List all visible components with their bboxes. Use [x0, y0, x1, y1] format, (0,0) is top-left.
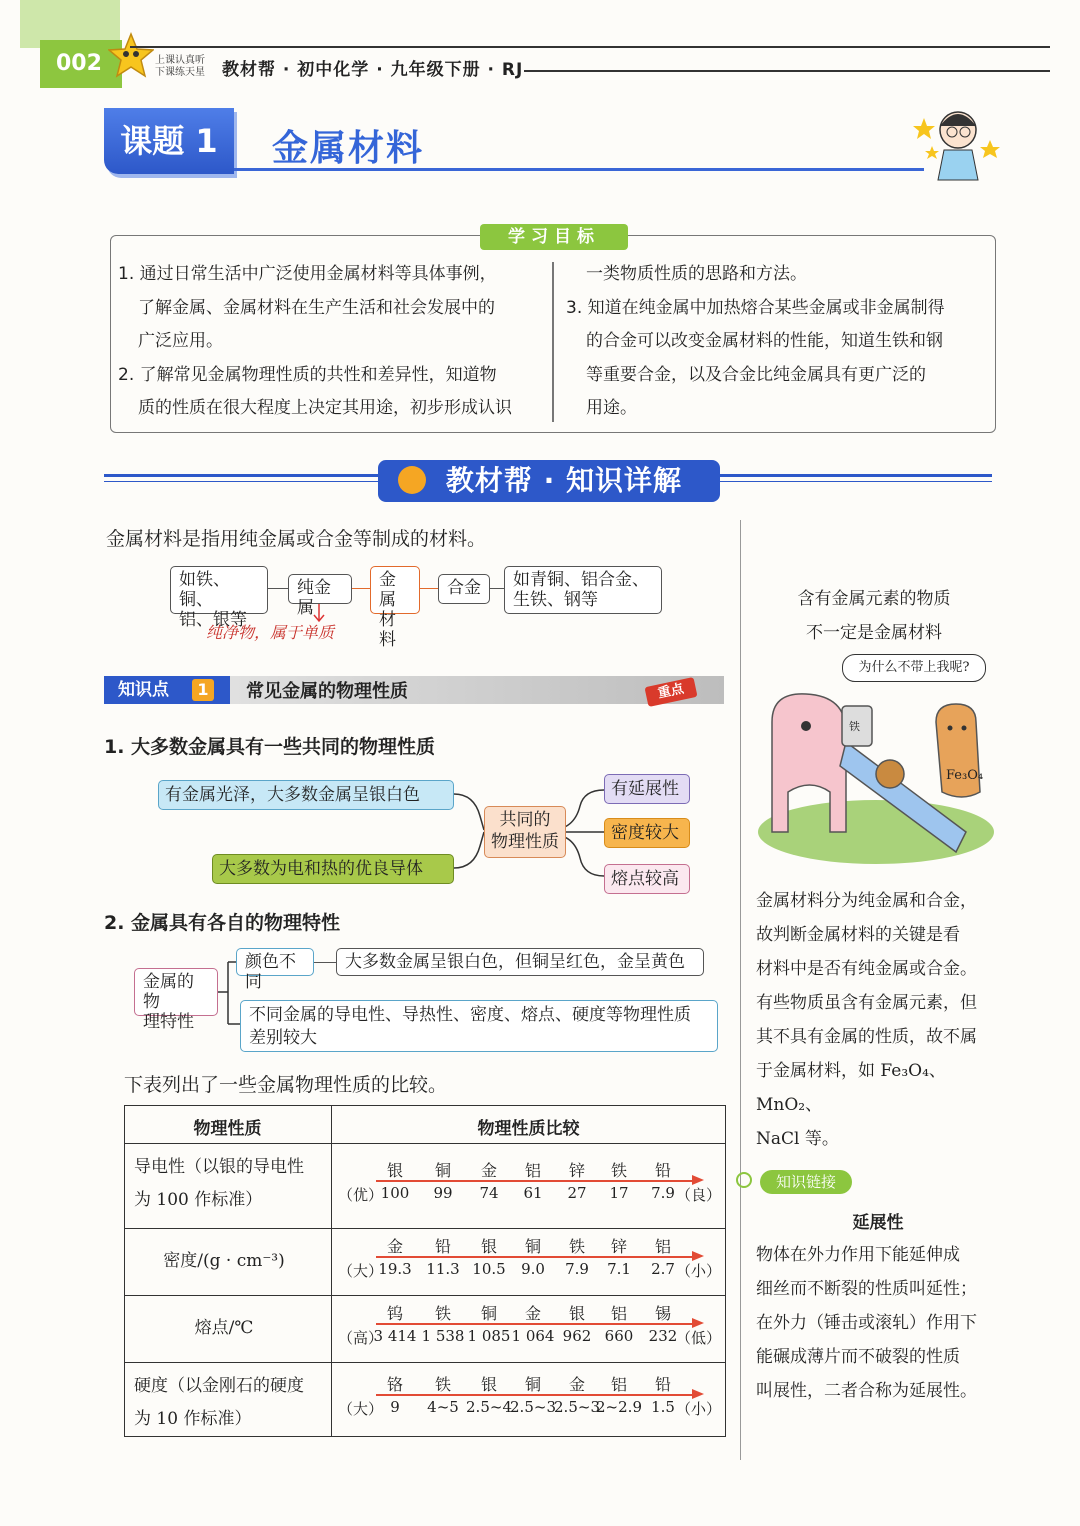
metal-material-line-2: 材料 — [379, 610, 396, 650]
fe3o4-label: Fe₃O₄ — [946, 768, 984, 783]
metal-name: 锌 — [610, 1236, 627, 1256]
metal-value: 10.5 — [472, 1259, 506, 1278]
specific-root-line-1: 金属的物 — [143, 972, 194, 1012]
handwritten-note: 纯净物，属于单质 — [206, 623, 335, 642]
pure-metal-examples-line-2: 铝、银等 — [179, 610, 247, 630]
metal-name: 银 — [568, 1303, 585, 1323]
objectives-label: 学习目标 — [480, 224, 628, 250]
branch-other-line-2: 差别较大 — [249, 1028, 317, 1048]
metal-value: 7.9 — [565, 1259, 589, 1278]
metal-name: 铜 — [434, 1160, 451, 1180]
knowledge-point-number: 1 — [192, 679, 214, 701]
table-rule — [124, 1295, 726, 1296]
knowledge-link-text — [756, 1238, 1000, 1408]
metal-name: 铬 — [386, 1374, 403, 1394]
alloy-examples-line-1: 如青铜、铝合金、 — [513, 570, 649, 590]
metal-name: 铝 — [654, 1236, 671, 1256]
sidebar-note-line: 金属材料分为纯金属和合金， — [756, 891, 977, 911]
connector — [352, 588, 370, 589]
table-header-property: 物理性质 — [193, 1119, 262, 1139]
table-row-label-line-1: 密度/(g · cm⁻³) — [163, 1250, 285, 1271]
sidebar-note-line: NaCl 等。 — [756, 1129, 839, 1149]
property-conductor: 大多数为电和热的优良导体 — [212, 854, 454, 884]
metal-name: 铜 — [524, 1236, 541, 1256]
sidebar-caption — [752, 582, 996, 650]
common-properties-line-1: 共同的 — [499, 810, 551, 830]
metal-value: 11.3 — [426, 1259, 460, 1278]
metal-material-box — [370, 566, 420, 650]
knowledge-point-tag: 知识点 — [104, 676, 230, 704]
metal-value: 2~2.9 — [596, 1397, 642, 1416]
order-arrow-line — [376, 1256, 692, 1258]
scale-start: （大） — [338, 1399, 384, 1418]
metal-name: 金 — [568, 1374, 585, 1394]
metal-value: 9.0 — [521, 1259, 545, 1278]
metal-name: 金 — [524, 1303, 541, 1323]
specific-root-line-2: 理特性 — [143, 1012, 194, 1032]
metal-value: 2.5~4 — [466, 1397, 512, 1416]
slogan-line-2: 下课练天星 — [155, 67, 205, 78]
sidebar-note — [756, 884, 1000, 1156]
star-mascot-icon — [108, 32, 154, 82]
table-rule — [124, 1362, 726, 1363]
metal-value: 2.5~3 — [554, 1397, 600, 1416]
metal-value: 1 064 — [511, 1326, 555, 1345]
banner-line-right — [720, 474, 992, 477]
intro-sentence: 金属材料是指用纯金属或合金等制成的材料。 — [106, 528, 487, 550]
sidebar-note-line: 故判断金属材料的关键是看 — [756, 925, 960, 945]
objective-line: 2. 了解常见金属物理性质的共性和差异性，知道物 — [118, 364, 497, 385]
connector — [314, 962, 336, 963]
metal-name: 钨 — [386, 1303, 403, 1323]
metal-value: 7.9 — [651, 1183, 675, 1202]
sidebar-note-line: 材料中是否有纯金属或合金。 — [756, 959, 977, 979]
table-rule — [124, 1228, 726, 1229]
table-rule — [124, 1143, 726, 1144]
property-luster: 有金属光泽，大多数金属呈银白色 — [158, 780, 454, 810]
speech-bubble: 为什么不带上我呢? — [842, 654, 986, 682]
objective-line: 3. 知道在纯金属中加热熔合某些金属或非金属制得 — [566, 297, 945, 318]
table-row-label-line-1: 硬度（以金刚石的硬度 — [134, 1376, 304, 1396]
scale-end: （低） — [676, 1328, 722, 1347]
metal-value: 1.5 — [651, 1397, 675, 1416]
metal-name: 锡 — [654, 1303, 671, 1323]
objective-line: 的合金可以改变金属材料的性能，知道生铁和钢 — [586, 331, 943, 352]
sidebar-caption-line-1: 含有金属元素的物质 — [797, 589, 951, 609]
branch-other-line-1: 不同金属的导电性、导热性、密度、熔点、硬度等物理性质 — [249, 1005, 691, 1025]
metal-name: 铁 — [568, 1236, 585, 1256]
metal-name: 铅 — [654, 1374, 671, 1394]
order-arrow-line — [376, 1180, 692, 1182]
metal-value: 7.1 — [607, 1259, 631, 1278]
property-density: 密度较大 — [604, 818, 690, 848]
table-header-comparison: 物理性质比较 — [477, 1119, 580, 1139]
metal-value: 2.5~3 — [510, 1397, 556, 1416]
metal-name: 铅 — [654, 1160, 671, 1180]
connector — [490, 588, 504, 589]
table-intro: 下表列出了一些金属物理性质的比较。 — [124, 1074, 448, 1096]
section-banner-title: 教材帮 · 知识详解 — [445, 464, 683, 497]
header-rule — [130, 46, 1050, 48]
link-line: 物体在外力作用下能延伸成 — [756, 1245, 960, 1265]
metal-name: 铝 — [610, 1303, 627, 1323]
pure-metal-examples — [170, 566, 268, 630]
scale-start: （大） — [338, 1261, 384, 1280]
sidebar-divider — [740, 520, 741, 1460]
table-row-label — [134, 1312, 314, 1345]
metal-value: 2.7 — [651, 1259, 675, 1278]
table-row-label-line-2: 为 100 作标准） — [134, 1190, 263, 1210]
branch-color-detail: 大多数金属呈银白色，但铜呈红色，金呈黄色 — [336, 948, 704, 976]
metal-value: 27 — [567, 1183, 587, 1202]
metal-name: 锌 — [568, 1160, 585, 1180]
table-row-label — [134, 1151, 330, 1217]
order-arrow-line — [376, 1323, 692, 1325]
common-properties-line-2: 物理性质 — [491, 832, 559, 852]
sidebar-note-line: 于金属材料，如 Fe₃O₄、MnO₂、 — [756, 1061, 946, 1115]
objective-line: 质的性质在很大程度上决定其用途，初步形成认识 — [138, 398, 512, 419]
metal-value: 61 — [523, 1183, 543, 1202]
property-melting: 熔点较高 — [604, 864, 690, 894]
metal-name: 铁 — [610, 1160, 627, 1180]
metal-value: 1 085 — [467, 1326, 511, 1345]
slogan-line-1: 上课认真听 — [155, 55, 205, 66]
scale-end: （小） — [676, 1261, 722, 1280]
link-line: 叫展性，二者合称为延展性。 — [756, 1381, 977, 1401]
link-dot-icon — [736, 1172, 752, 1188]
specific-properties-root — [134, 968, 218, 1032]
metal-name: 铜 — [524, 1374, 541, 1394]
metal-value: 232 — [648, 1326, 678, 1345]
property-ductility: 有延展性 — [604, 774, 690, 804]
metal-value: 99 — [433, 1183, 453, 1202]
order-arrow-line — [376, 1394, 692, 1396]
common-properties-node — [484, 806, 566, 858]
link-line: 细丝而不断裂的性质叫延性； — [756, 1279, 977, 1299]
metal-name: 银 — [386, 1160, 403, 1180]
branch-other-properties — [240, 1000, 718, 1052]
key-point-badge: 重点 — [644, 677, 697, 707]
sidebar-note-line: 有些物质虽含有金属元素，但 — [756, 993, 977, 1013]
lesson-title: 金属材料 — [272, 128, 425, 169]
knowledge-point-title: 常见金属的物理性质 — [246, 681, 408, 702]
section1-heading: 1. 大多数金属具有一些共同的物理性质 — [104, 736, 436, 758]
objective-line: 1. 通过日常生活中广泛使用金属材料等具体事例， — [118, 264, 497, 284]
slogan — [155, 55, 205, 79]
alloy-box: 合金 — [438, 574, 490, 604]
metal-value: 3 414 — [373, 1326, 417, 1345]
table-row-label — [134, 1245, 314, 1278]
metal-name: 金 — [480, 1160, 497, 1180]
objectives-divider — [552, 262, 554, 422]
table-row-label-line-1: 熔点/℃ — [194, 1317, 254, 1338]
section-banner — [378, 460, 720, 502]
scale-start: （优） — [338, 1185, 384, 1204]
pure-metal-box: 纯金属 — [288, 574, 352, 604]
lightbulb-icon — [398, 466, 426, 494]
banner-line-left — [104, 474, 378, 477]
metal-value: 4~5 — [427, 1397, 459, 1416]
table-row-label — [134, 1370, 330, 1436]
page-number: 002 — [40, 40, 122, 88]
connector — [420, 588, 438, 589]
sidebar-caption-line-2: 不一定是金属材料 — [806, 623, 942, 643]
metal-value: 9 — [390, 1397, 400, 1416]
pure-metal-examples-line-1: 如铁、铜、 — [179, 570, 230, 610]
link-line: 在外力（锤击或滚轧）作用下 — [756, 1313, 977, 1333]
objective-line: 等重要合金，以及合金比纯金属具有更广泛的 — [586, 364, 926, 385]
banner-line-right-thin — [720, 481, 992, 482]
objective-line: 用途。 — [586, 398, 637, 419]
knowledge-link-title: 延展性 — [852, 1213, 904, 1233]
branch-color: 颜色不同 — [236, 948, 314, 976]
objectives-right — [566, 258, 994, 426]
banner-line-left-thin — [104, 481, 378, 482]
metal-name: 金 — [386, 1236, 403, 1256]
metal-name: 银 — [480, 1374, 497, 1394]
metal-value: 17 — [609, 1183, 629, 1202]
metal-value: 962 — [562, 1326, 592, 1345]
table-column-divider — [331, 1105, 332, 1437]
metal-value: 660 — [604, 1326, 634, 1345]
scale-end: （良） — [676, 1185, 722, 1204]
metal-name: 铅 — [434, 1236, 451, 1256]
lesson-underline — [234, 168, 924, 171]
objective-line: 了解金属、金属材料在生产生活和社会发展中的 — [138, 297, 495, 318]
teacher-illustration-icon — [912, 100, 1002, 186]
metal-name: 铜 — [480, 1303, 497, 1323]
metal-name: 铝 — [610, 1374, 627, 1394]
alloy-examples-line-2: 生铁、钢等 — [513, 590, 598, 610]
metal-name: 银 — [480, 1236, 497, 1256]
metal-material-line-1: 金属 — [379, 570, 396, 610]
metal-value: 100 — [380, 1183, 410, 1202]
lesson-tag: 课题 1 — [104, 108, 234, 174]
scale-start: （高） — [338, 1328, 384, 1347]
knowledge-link-tag: 知识链接 — [760, 1170, 852, 1194]
metal-value: 74 — [479, 1183, 499, 1202]
alloy-examples — [504, 566, 662, 614]
metal-name: 铁 — [434, 1374, 451, 1394]
iron-label: 铁 — [849, 720, 860, 733]
connector — [268, 588, 288, 589]
book-title: 教材帮 · 初中化学 · 九年级下册 · RJ — [222, 60, 524, 80]
table-row-label-line-2: 为 10 作标准） — [134, 1409, 252, 1429]
sidebar-note-line: 其不具有金属的性质，故不属 — [756, 1027, 977, 1047]
header-rule-lower — [524, 70, 1050, 72]
link-line: 能碾成薄片而不破裂的性质 — [756, 1347, 960, 1367]
table-row-label-line-1: 导电性（以银的导电性 — [134, 1157, 304, 1177]
objective-line: 一类物质性质的思路和方法。 — [586, 264, 807, 284]
metal-value: 19.3 — [378, 1259, 412, 1278]
metal-name: 铁 — [434, 1303, 451, 1323]
scale-end: （小） — [676, 1399, 722, 1418]
objectives-left — [118, 258, 548, 426]
metal-name: 铝 — [524, 1160, 541, 1180]
metal-value: 1 538 — [421, 1326, 465, 1345]
section2-heading: 2. 金属具有各自的物理特性 — [104, 912, 341, 934]
objective-line: 广泛应用。 — [138, 331, 223, 352]
